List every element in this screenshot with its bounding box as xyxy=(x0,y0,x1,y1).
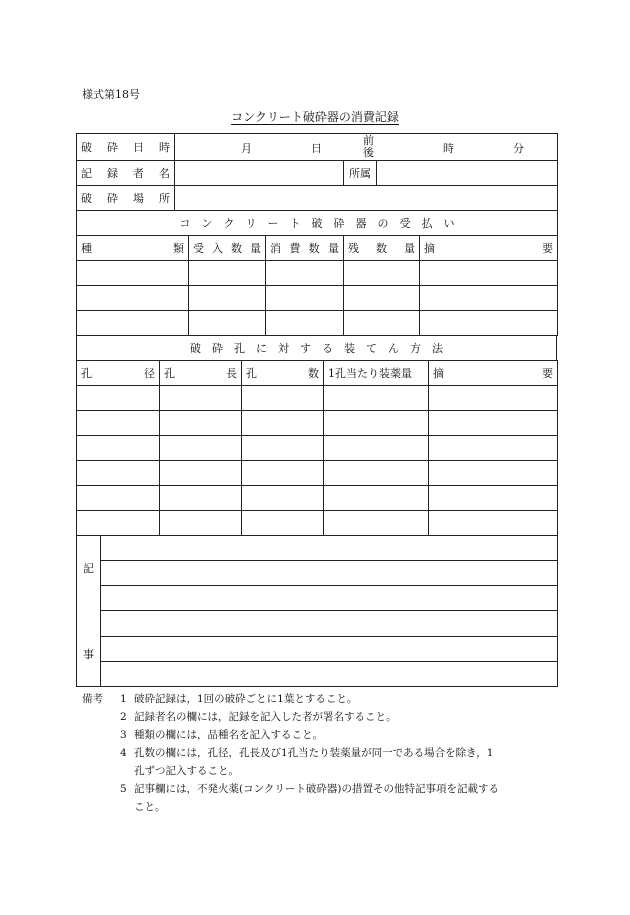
place-label xyxy=(77,186,175,211)
receipt-cell[interactable] xyxy=(266,261,344,286)
charge-cell[interactable] xyxy=(242,436,324,461)
remarks-label xyxy=(77,536,101,687)
charge-title-char: 法 xyxy=(432,342,443,355)
charge-row xyxy=(77,461,558,486)
note-item xyxy=(82,708,562,726)
charge-cell[interactable] xyxy=(429,511,558,536)
recorder-label-char: 名 xyxy=(159,167,170,180)
receipt-column-header-text: 量 xyxy=(404,242,415,255)
charge-title-char: 対 xyxy=(278,342,289,355)
note-item xyxy=(82,744,562,762)
charge-column-header-text: 1孔当たり装薬量 xyxy=(328,367,412,380)
receipt-cell[interactable] xyxy=(266,286,344,311)
remarks-line-row xyxy=(77,636,558,661)
receipt-section-title xyxy=(77,211,558,236)
receipt-column-header-text: 残 xyxy=(348,242,359,255)
charge-cell[interactable] xyxy=(429,486,558,511)
receipt-title-char: リ xyxy=(245,217,257,230)
remarks-label-bottom: 事 xyxy=(83,648,94,661)
datetime-label-char: 破 xyxy=(81,141,92,154)
receipt-column-header-text: 種 xyxy=(81,242,92,255)
receipt-cell[interactable] xyxy=(266,311,344,336)
receipt-column-header xyxy=(420,236,558,261)
receipt-section-title-row xyxy=(77,211,558,236)
charge-title-char: に xyxy=(256,342,267,355)
notes-heading: 備考 xyxy=(82,693,103,705)
charge-title-char: 砕 xyxy=(212,342,223,355)
charge-cell[interactable] xyxy=(160,511,242,536)
receipt-title-char: 砕 xyxy=(333,217,345,230)
note-number: 2 xyxy=(120,711,127,723)
charge-cell[interactable] xyxy=(77,486,160,511)
note-number: 3 xyxy=(120,729,127,741)
recorder-field[interactable] xyxy=(175,161,344,186)
receipt-column-header-text: 受 xyxy=(193,242,204,255)
charge-cell[interactable] xyxy=(429,386,558,411)
receipt-cell[interactable] xyxy=(344,311,420,336)
charge-column-header xyxy=(429,361,558,386)
affiliation-field[interactable] xyxy=(377,161,558,186)
receipt-column-header-text: 費 xyxy=(289,242,301,255)
charge-header-row xyxy=(77,361,558,386)
receipt-cell[interactable] xyxy=(420,311,558,336)
charge-cell[interactable] xyxy=(324,461,429,486)
receipt-column-header-text: 入 xyxy=(212,242,223,255)
note-text: 種類の欄には，品種名を記入すること。 xyxy=(134,729,323,741)
receipt-cell[interactable] xyxy=(420,261,558,286)
charge-cell[interactable] xyxy=(160,411,242,436)
receipt-title-char: 破 xyxy=(311,217,323,230)
receipt-row xyxy=(77,286,558,311)
note-text: 記録者名の欄には，記録を記入した者が署名すること。 xyxy=(134,711,397,723)
receipt-title-char: ク xyxy=(223,217,235,230)
receipt-row xyxy=(77,261,558,286)
charge-title-char: 方 xyxy=(410,342,421,355)
charge-cell[interactable] xyxy=(429,436,558,461)
receipt-column-header xyxy=(266,236,344,261)
note-number: 5 xyxy=(120,783,127,795)
note-item xyxy=(82,726,562,744)
receipt-column-header-text: 消 xyxy=(270,242,281,255)
note-item xyxy=(82,690,562,708)
charge-title-char: て xyxy=(366,342,377,355)
receipt-column-header-text: 量 xyxy=(327,242,339,255)
receipt-title-char: ン xyxy=(201,217,213,230)
place-label-char: 場 xyxy=(133,192,144,205)
charge-title-char: 装 xyxy=(344,342,355,355)
datetime-label xyxy=(77,134,175,161)
remarks-line[interactable] xyxy=(101,611,558,636)
note-continuation: こと。 xyxy=(134,801,166,813)
form-number: 様式第18号 xyxy=(82,88,140,101)
charge-cell[interactable] xyxy=(429,411,558,436)
place-row xyxy=(77,186,558,211)
receipt-column-header xyxy=(77,236,189,261)
charge-table xyxy=(76,360,558,536)
charge-title-char: 孔 xyxy=(234,342,245,355)
charge-cell[interactable] xyxy=(160,461,242,486)
receipt-column-header-text: 数 xyxy=(376,242,387,255)
charge-section-title xyxy=(77,336,557,361)
receipt-row xyxy=(77,311,558,336)
charge-row xyxy=(77,411,558,436)
recorder-label-char: 録 xyxy=(107,167,118,180)
receipt-cell[interactable] xyxy=(77,261,189,286)
remarks-label-top: 記 xyxy=(83,562,94,575)
remarks-line-row xyxy=(77,536,558,561)
remarks-line-row xyxy=(77,661,558,686)
charge-title-char: る xyxy=(322,342,333,355)
pm-label: 後 xyxy=(363,146,374,159)
receipt-cell[interactable] xyxy=(189,261,266,286)
remarks-table xyxy=(76,535,558,687)
charge-title-char: 破 xyxy=(190,342,201,355)
charge-row xyxy=(77,436,558,461)
remarks-line[interactable] xyxy=(101,661,558,686)
charge-cell[interactable] xyxy=(324,436,429,461)
note-number: 1 xyxy=(120,693,127,705)
datetime-label-char: 時 xyxy=(159,141,170,154)
note-text: 破砕記録は，1回の破砕ごとに1葉とすること。 xyxy=(134,693,358,705)
month-label: 月 xyxy=(241,142,252,155)
charge-cell[interactable] xyxy=(77,386,160,411)
datetime-label-char: 日 xyxy=(133,141,144,154)
recorder-label-char: 者 xyxy=(133,167,144,180)
day-label: 日 xyxy=(311,142,322,155)
minute-label: 分 xyxy=(513,142,524,155)
remarks-line-row xyxy=(77,586,558,611)
charge-cell[interactable] xyxy=(160,386,242,411)
charge-column-header-text: 摘 xyxy=(433,367,444,380)
receipt-header-row xyxy=(77,236,558,261)
charge-column-header xyxy=(160,361,242,386)
charge-cell[interactable] xyxy=(242,486,324,511)
receipt-title-char: い xyxy=(443,217,455,230)
charge-title-char: ん xyxy=(388,342,399,355)
receipt-column-header-text: 数 xyxy=(231,242,242,255)
receipt-column-header xyxy=(344,236,420,261)
charge-cell[interactable] xyxy=(429,461,558,486)
remarks-line-row xyxy=(77,611,558,636)
header-table xyxy=(76,133,558,236)
form-title-text: コンクリート破砕器の消費記録 xyxy=(231,110,399,124)
receipt-title-char: ー xyxy=(267,217,279,230)
charge-column-header xyxy=(77,361,160,386)
receipt-title-char: 払 xyxy=(421,217,433,230)
receipt-title-char: の xyxy=(377,217,389,230)
charge-column-header-text: 径 xyxy=(144,367,155,380)
remarks-line[interactable] xyxy=(101,586,558,611)
charge-row xyxy=(77,386,558,411)
receipt-table xyxy=(76,235,558,336)
charge-cell[interactable] xyxy=(324,411,429,436)
charge-cell[interactable] xyxy=(77,411,160,436)
receipt-cell[interactable] xyxy=(344,286,420,311)
receipt-cell[interactable] xyxy=(189,311,266,336)
charge-column-header-text: 孔 xyxy=(164,367,175,380)
remarks-line[interactable] xyxy=(101,636,558,661)
place-label-char: 破 xyxy=(81,192,92,205)
remarks-line[interactable] xyxy=(101,561,558,586)
notes-heading xyxy=(82,780,120,798)
receipt-column-header-text: 類 xyxy=(173,242,184,255)
receipt-title-char: 受 xyxy=(399,217,411,230)
datetime-row xyxy=(77,134,558,161)
recorder-label-char: 記 xyxy=(81,167,92,180)
note-number: 4 xyxy=(120,747,127,759)
charge-cell[interactable] xyxy=(77,436,160,461)
charge-column-header xyxy=(324,361,429,386)
hour-label: 時 xyxy=(443,142,454,155)
charge-row xyxy=(77,511,558,536)
note-item xyxy=(82,780,562,798)
receipt-cell[interactable] xyxy=(189,286,266,311)
receipt-title-char: コ xyxy=(179,217,191,230)
receipt-cell[interactable] xyxy=(344,261,420,286)
form-title xyxy=(0,108,630,125)
affiliation-label: 所属 xyxy=(344,161,377,186)
recorder-label xyxy=(77,161,175,186)
charge-column-header-text: 数 xyxy=(308,367,319,380)
notes-heading xyxy=(82,708,120,726)
charge-cell[interactable] xyxy=(242,411,324,436)
notes-heading xyxy=(82,744,120,762)
charge-cell[interactable] xyxy=(242,461,324,486)
receipt-title-char: 器 xyxy=(355,217,367,230)
receipt-column-header-text: 数 xyxy=(308,242,320,255)
charge-column-header-text: 長 xyxy=(226,367,237,380)
notes-heading xyxy=(82,726,120,744)
receipt-title-char: ト xyxy=(289,217,301,230)
receipt-cell[interactable] xyxy=(77,311,189,336)
datetime-label-char: 砕 xyxy=(107,141,118,154)
remarks-line[interactable] xyxy=(101,536,558,561)
charge-column-header-text: 要 xyxy=(542,367,553,380)
charge-cell[interactable] xyxy=(324,486,429,511)
charge-cell[interactable] xyxy=(160,486,242,511)
charge-title-char: す xyxy=(300,342,311,355)
receipt-cell[interactable] xyxy=(420,286,558,311)
receipt-cell[interactable] xyxy=(77,286,189,311)
charge-section-title-table xyxy=(76,335,557,361)
datetime-field[interactable] xyxy=(175,134,558,161)
receipt-column-header-text: 要 xyxy=(542,242,553,255)
charge-column-header-text: 孔 xyxy=(246,367,257,380)
charge-cell[interactable] xyxy=(242,386,324,411)
note-text: 記事欄には，不発火薬(コンクリート破砕器)の措置その他特記事項を記載する xyxy=(134,783,499,795)
receipt-column-header-text: 摘 xyxy=(424,242,435,255)
charge-cell[interactable] xyxy=(160,436,242,461)
charge-column-header-text: 孔 xyxy=(81,367,92,380)
charge-cell[interactable] xyxy=(77,511,160,536)
charge-cell[interactable] xyxy=(324,386,429,411)
place-label-char: 所 xyxy=(159,192,170,205)
charge-column-header xyxy=(242,361,324,386)
charge-cell[interactable] xyxy=(77,461,160,486)
remarks-line-row xyxy=(77,561,558,586)
receipt-column-header xyxy=(189,236,266,261)
notes xyxy=(82,690,562,816)
charge-row xyxy=(77,486,558,511)
place-label-char: 砕 xyxy=(107,192,118,205)
recorder-row xyxy=(77,161,558,186)
receipt-column-header-text: 量 xyxy=(250,242,261,255)
place-field[interactable] xyxy=(175,186,558,211)
note-text: 孔数の欄には，孔径，孔長及び1孔当たり装薬量が同一である場合を除き，1 xyxy=(134,747,494,759)
charge-cell[interactable] xyxy=(242,511,324,536)
am-label: 前 xyxy=(363,134,374,147)
charge-cell[interactable] xyxy=(324,511,429,536)
note-continuation: 孔ずつ記入すること。 xyxy=(134,765,239,777)
